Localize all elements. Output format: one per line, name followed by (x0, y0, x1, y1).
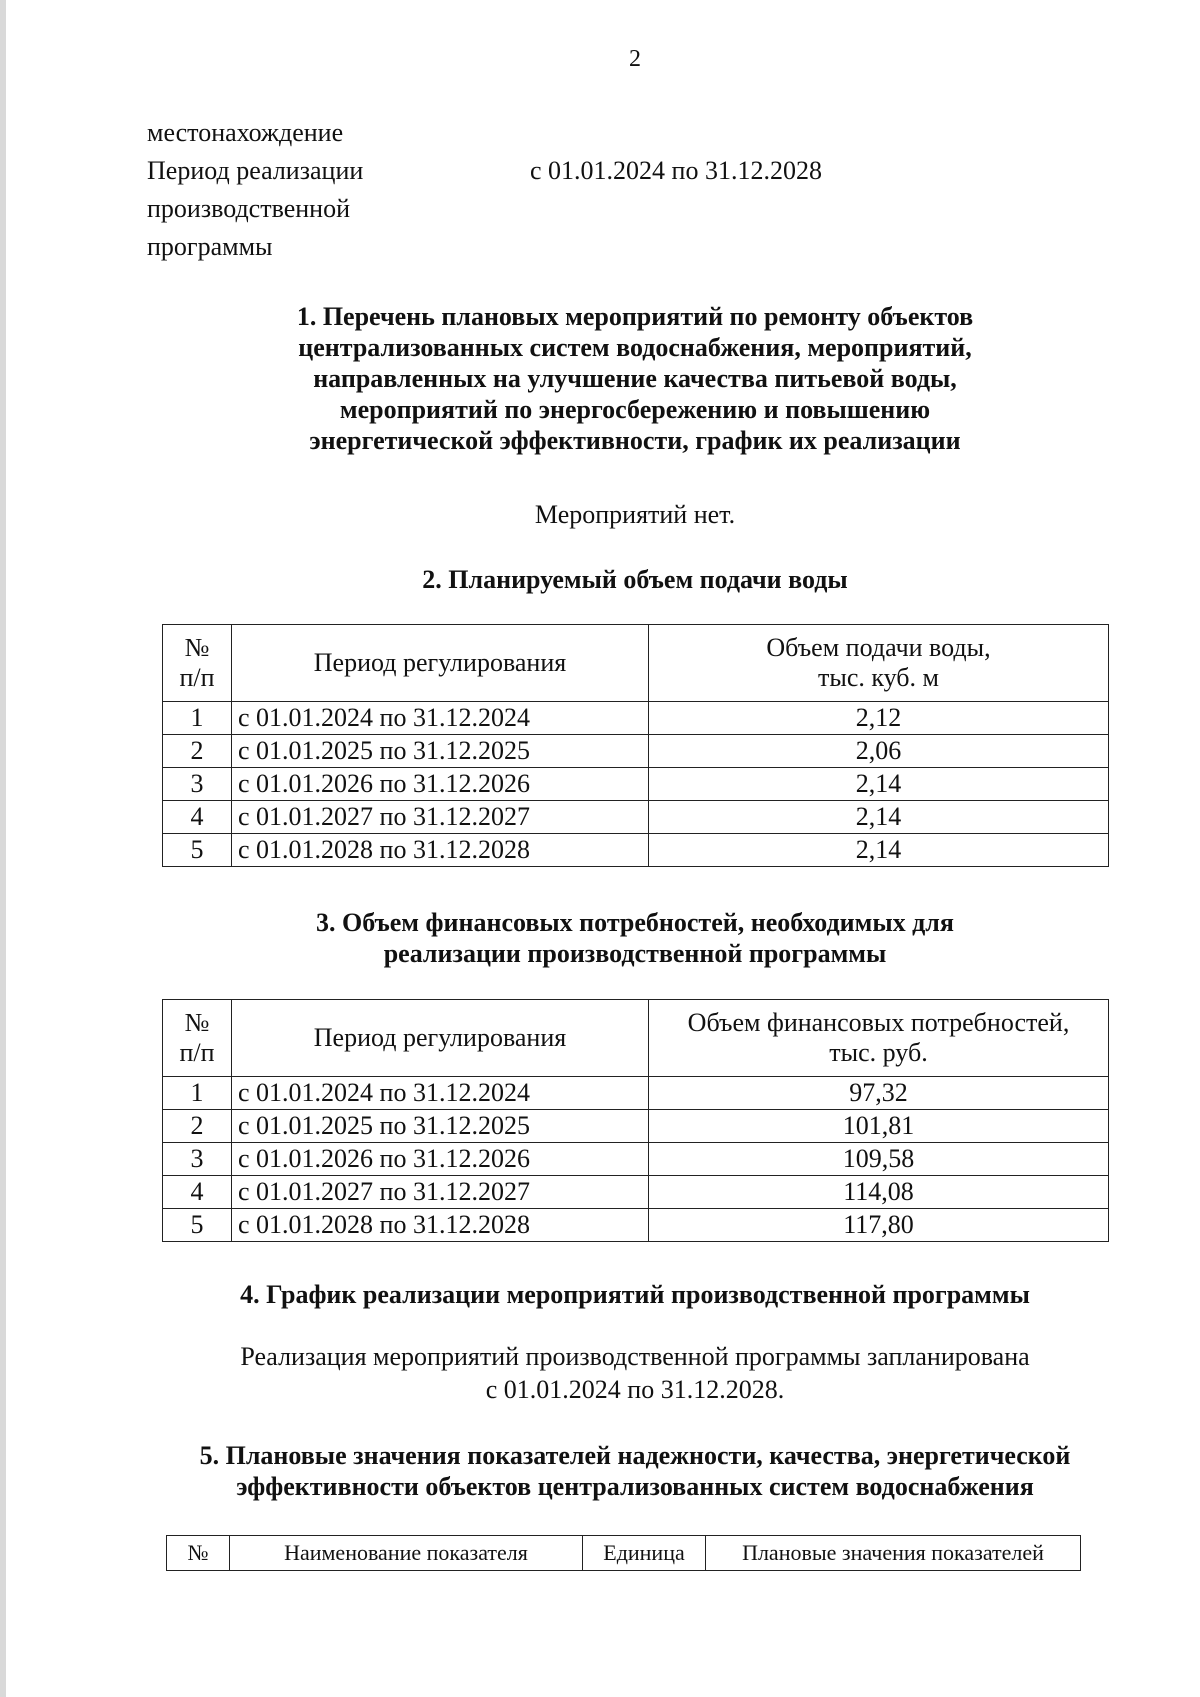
header-line: п/п (179, 1038, 215, 1067)
table-header-row (163, 1000, 1109, 1077)
table-row (163, 1110, 1109, 1143)
cell-value: 97,32 (649, 1077, 1109, 1110)
header-value (649, 625, 1109, 702)
section-3-heading (150, 907, 1120, 969)
heading-line: энергетической эффективности, график их реализации (309, 426, 961, 455)
cell-num: 2 (163, 735, 232, 768)
table-row (163, 768, 1109, 801)
indicators-table (166, 1535, 1081, 1571)
heading-line: мероприятий по энергосбережению и повышению (339, 395, 931, 424)
heading-line: реализации производственной программы (383, 939, 887, 968)
cell-period: с 01.01.2027 по 31.12.2027 (232, 801, 649, 834)
cell-value: 2,06 (649, 735, 1109, 768)
cell-value: 109,58 (649, 1143, 1109, 1176)
section-1-text: Мероприятий нет. (534, 500, 736, 529)
intro-label-location: местонахождение (147, 118, 344, 147)
header-line: № (184, 1008, 210, 1037)
cell-num: 4 (163, 801, 232, 834)
header-num (163, 1000, 232, 1077)
intro-label-period (147, 152, 530, 266)
table-row (163, 1143, 1109, 1176)
intro-row-period (147, 152, 1047, 266)
header-planned-values: Плановые значения показателей (706, 1536, 1081, 1571)
cell-period: с 01.01.2024 по 31.12.2024 (232, 1077, 649, 1110)
table-row (163, 1077, 1109, 1110)
header-line: № (184, 633, 210, 662)
heading-line: 5. Плановые значения показателей надежности, качества, энергетической (199, 1441, 1071, 1470)
section-4-heading: 4. График реализации мероприятий производственной программы (240, 1280, 1030, 1309)
header-line: тыс. куб. м (818, 663, 939, 692)
cell-num: 4 (163, 1176, 232, 1209)
cell-value: 2,12 (649, 702, 1109, 735)
header-num: № (167, 1536, 230, 1571)
intro-label-line: Период реализации (147, 156, 364, 185)
cell-num: 3 (163, 768, 232, 801)
header-line: Объем подачи воды, (766, 633, 991, 662)
text-line: с 01.01.2024 по 31.12.2028. (485, 1375, 785, 1404)
header-value (649, 1000, 1109, 1077)
section-4-text (150, 1340, 1120, 1406)
cell-num: 1 (163, 702, 232, 735)
text-line: Реализация мероприятий производственной программы запланирована (240, 1342, 1030, 1371)
table-row (163, 834, 1109, 867)
financial-needs-table (162, 999, 1109, 1242)
intro-label-line: производственной (147, 194, 350, 223)
cell-period: с 01.01.2026 по 31.12.2026 (232, 1143, 649, 1176)
heading-line: 1. Перечень плановых мероприятий по ремонту объектов (296, 302, 974, 331)
header-line: Объем финансовых потребностей, (687, 1008, 1070, 1037)
cell-value: 114,08 (649, 1176, 1109, 1209)
water-supply-table (162, 624, 1109, 867)
table-row (163, 1209, 1109, 1242)
heading-line: 3. Объем финансовых потребностей, необходимых для (316, 908, 954, 937)
cell-num: 3 (163, 1143, 232, 1176)
intro-period-value: с 01.01.2024 по 31.12.2028 (530, 156, 822, 185)
cell-num: 1 (163, 1077, 232, 1110)
cell-value: 2,14 (649, 834, 1109, 867)
cell-value: 101,81 (649, 1110, 1109, 1143)
cell-period: с 01.01.2027 по 31.12.2027 (232, 1176, 649, 1209)
header-indicator-name: Наименование показателя (230, 1536, 583, 1571)
page-number: 2 (629, 46, 641, 72)
cell-period: с 01.01.2028 по 31.12.2028 (232, 1209, 649, 1242)
cell-period: с 01.01.2028 по 31.12.2028 (232, 834, 649, 867)
cell-value: 117,80 (649, 1209, 1109, 1242)
cell-period: с 01.01.2025 по 31.12.2025 (232, 735, 649, 768)
table-row (163, 735, 1109, 768)
header-period: Период регулирования (232, 625, 649, 702)
intro-block (147, 114, 1047, 266)
heading-line: эффективности объектов централизованных систем водоснабжения (236, 1472, 1034, 1501)
section-1-heading (150, 301, 1120, 456)
heading-line: централизованных систем водоснабжения, мероприятий, (298, 333, 972, 362)
cell-num: 5 (163, 834, 232, 867)
cell-num: 5 (163, 1209, 232, 1242)
header-unit: Единица (583, 1536, 706, 1571)
cell-value: 2,14 (649, 768, 1109, 801)
header-num (163, 625, 232, 702)
table-row (163, 702, 1109, 735)
section-2-heading: 2. Планируемый объем подачи воды (422, 565, 848, 594)
scan-edge (0, 0, 6, 1697)
intro-label-line: программы (147, 232, 273, 261)
header-line: п/п (179, 663, 215, 692)
section-5-heading (150, 1440, 1120, 1502)
table-row (163, 801, 1109, 834)
cell-period: с 01.01.2025 по 31.12.2025 (232, 1110, 649, 1143)
cell-period: с 01.01.2026 по 31.12.2026 (232, 768, 649, 801)
cell-num: 2 (163, 1110, 232, 1143)
header-period: Период регулирования (232, 1000, 649, 1077)
intro-row-location (147, 114, 1047, 152)
header-line: тыс. руб. (829, 1038, 928, 1067)
cell-value: 2,14 (649, 801, 1109, 834)
table-header-row (163, 625, 1109, 702)
cell-period: с 01.01.2024 по 31.12.2024 (232, 702, 649, 735)
heading-line: направленных на улучшение качества питьевой воды, (313, 364, 957, 393)
table-row (163, 1176, 1109, 1209)
table-header-row (167, 1536, 1081, 1571)
